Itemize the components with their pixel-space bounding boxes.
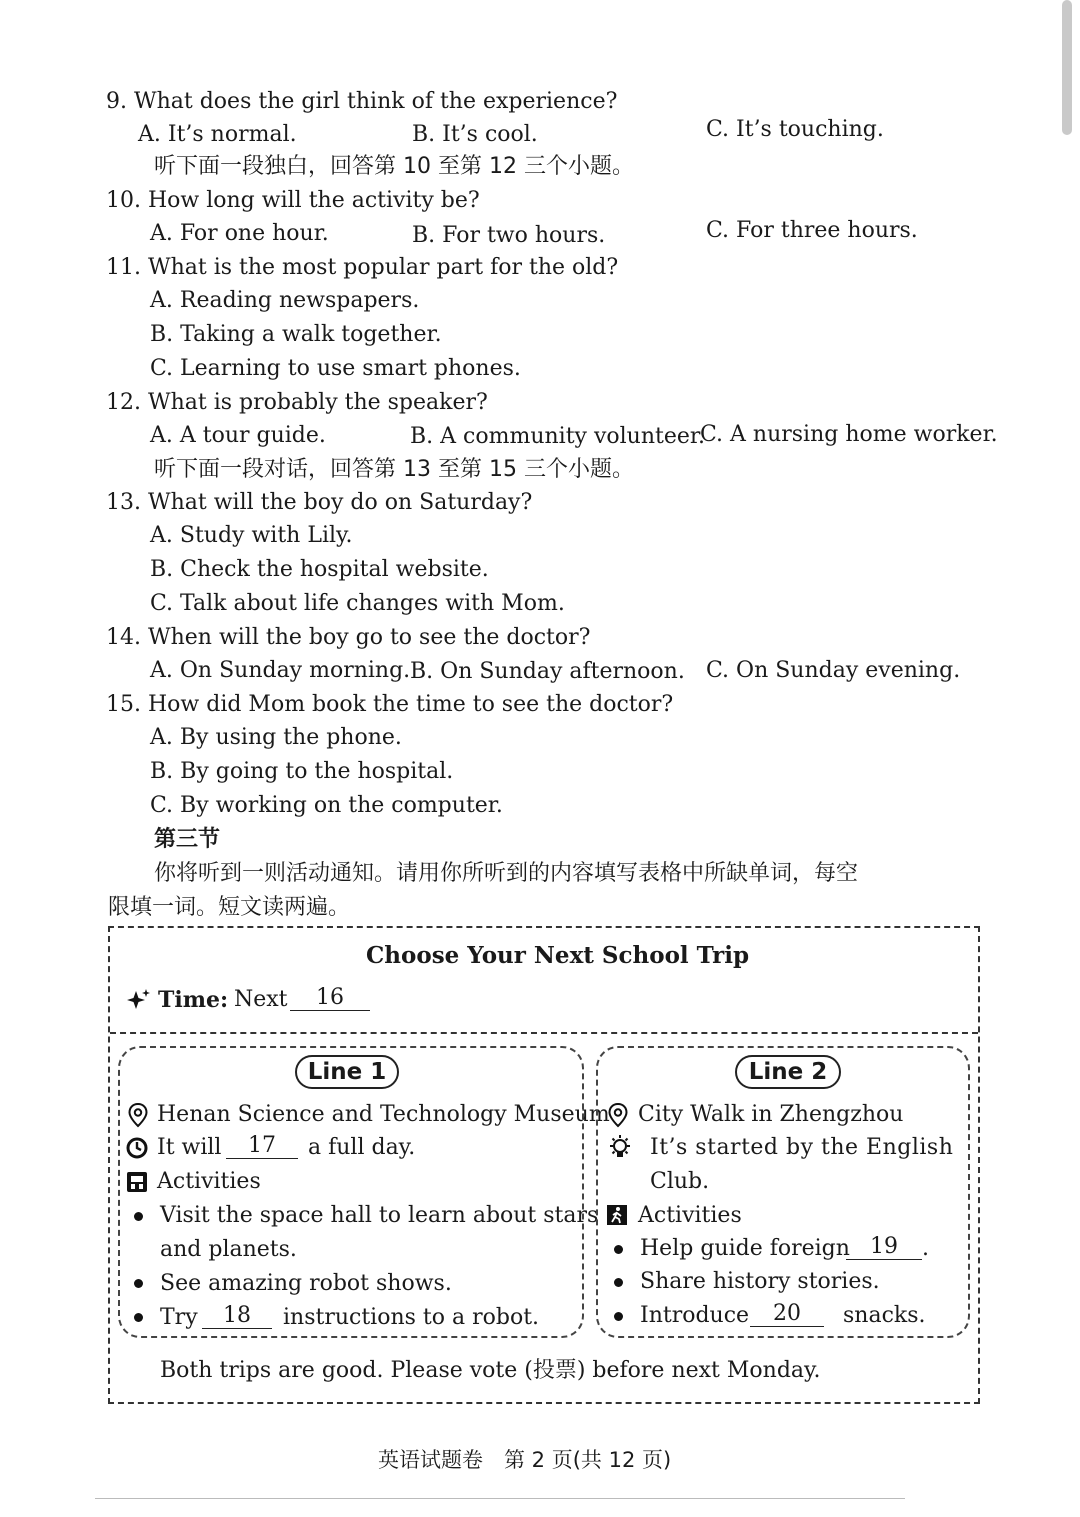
blank-16[interactable]: 16: [290, 986, 370, 1011]
line2-activity3-pre: Introduce: [640, 1303, 750, 1328]
footer-rule: [95, 1498, 905, 1499]
line2-activity3-post: snacks.: [843, 1303, 926, 1328]
q12-option-b: B. A community volunteer.: [410, 424, 705, 449]
time-label: Time:: [158, 987, 229, 1013]
q13-stem: 13. What will the boy do on Saturday?: [106, 490, 533, 515]
line2-started-line2: Club.: [650, 1169, 710, 1194]
line2-label: Line 2: [735, 1055, 841, 1089]
q12-option-c: C. A nursing home worker.: [700, 422, 998, 447]
line1-activities-label: Activities: [157, 1169, 261, 1194]
bullet: [134, 1212, 143, 1221]
line2-activity1-pre: Help guide foreign: [640, 1236, 850, 1261]
blank-19[interactable]: 19: [846, 1235, 922, 1260]
q9-option-a: A. It’s normal.: [138, 122, 297, 147]
q11-option-b: B. Taking a walk together.: [150, 322, 442, 347]
blank-18[interactable]: 18: [202, 1304, 272, 1329]
line2-place: City Walk in Zhengzhou: [638, 1102, 904, 1127]
line2-activity2: Share history stories.: [640, 1269, 880, 1294]
scrollbar-thumb[interactable]: [1062, 0, 1072, 135]
page-footer: 英语试题卷 第 2 页(共 12 页): [378, 1448, 672, 1472]
q10-option-c: C. For three hours.: [706, 218, 918, 243]
bullet: [134, 1313, 143, 1322]
q9-stem: 9. What does the girl think of the experience?: [106, 89, 618, 114]
section3-instruction-line1: 你将听到一则活动通知。请用你所听到的内容填写表格中所缺单词，每空: [154, 861, 859, 886]
instruction-10-12: 听下面一段独白，回答第 10 至第 12 三个小题。: [154, 154, 634, 179]
bullet: [134, 1279, 143, 1288]
q12-option-a: A. A tour guide.: [150, 423, 326, 448]
sparkle-icon: [126, 988, 152, 1012]
q11-option-a: A. Reading newspapers.: [150, 288, 420, 313]
line1-activity1-line1: Visit the space hall to learn about stars: [160, 1203, 599, 1228]
q9-option-c: C. It’s touching.: [706, 117, 884, 142]
line2-activities-label: Activities: [638, 1203, 742, 1228]
lightbulb-icon: [606, 1133, 634, 1161]
q13-option-c: C. Talk about life changes with Mom.: [150, 591, 565, 616]
line1-activity1-line2: and planets.: [160, 1237, 297, 1262]
location-pin-icon: [607, 1102, 629, 1128]
time-text: Next: [234, 987, 288, 1012]
bullet: [614, 1312, 623, 1321]
q14-option-c: C. On Sunday evening.: [706, 658, 961, 683]
notice-closing: Both trips are good. Please vote (投票) before next Monday.: [160, 1358, 821, 1383]
q15-option-b: B. By going to the hospital.: [150, 759, 454, 784]
section3-instruction-line2: 限填一词。短文读两遍。: [108, 895, 351, 920]
q13-option-b: B. Check the hospital website.: [150, 557, 489, 582]
notice-title: Choose Your Next School Trip: [366, 942, 750, 969]
line1-activity3-pre: Try: [160, 1305, 198, 1330]
q15-option-c: C. By working on the computer.: [150, 793, 503, 818]
bullet: [614, 1278, 623, 1287]
q10-stem: 10. How long will the activity be?: [106, 188, 480, 213]
q15-option-a: A. By using the phone.: [150, 725, 402, 750]
line1-place: Henan Science and Technology Museum: [157, 1102, 610, 1127]
q11-option-c: C. Learning to use smart phones.: [150, 356, 521, 381]
q14-option-a: A. On Sunday morning.: [150, 658, 411, 683]
q14-stem: 14. When will the boy go to see the doctor?: [106, 625, 591, 650]
activity-board-icon: [126, 1171, 148, 1193]
line1-activity2: See amazing robot shows.: [160, 1271, 452, 1296]
notice-divider: [110, 1032, 978, 1034]
q14-option-b: B. On Sunday afternoon.: [410, 659, 685, 684]
clock-icon: [126, 1137, 148, 1159]
bullet: [614, 1245, 623, 1254]
instruction-13-15: 听下面一段对话，回答第 13 至第 15 三个小题。: [154, 457, 634, 482]
blank-20[interactable]: 20: [750, 1302, 824, 1327]
line1-duration-post: a full day.: [308, 1135, 416, 1160]
line2-started-line1: It’s started by the English: [650, 1135, 954, 1160]
blank-17[interactable]: 17: [226, 1134, 298, 1159]
section3-heading: 第三节: [154, 827, 221, 852]
q10-option-a: A. For one hour.: [150, 221, 329, 246]
q9-option-b: B. It’s cool.: [412, 122, 538, 147]
q12-stem: 12. What is probably the speaker?: [106, 390, 488, 415]
walking-person-icon: [606, 1204, 628, 1226]
line1-label: Line 1: [295, 1055, 399, 1089]
location-pin-icon: [127, 1102, 149, 1128]
line2-activity1-post: .: [922, 1236, 929, 1261]
q11-stem: 11. What is the most popular part for the old?: [106, 255, 619, 280]
line1-activity3-post: instructions to a robot.: [283, 1305, 540, 1330]
q15-stem: 15. How did Mom book the time to see the doctor?: [106, 692, 674, 717]
q10-option-b: B. For two hours.: [412, 223, 606, 248]
line1-duration-pre: It will: [157, 1135, 222, 1160]
q13-option-a: A. Study with Lily.: [150, 523, 353, 548]
